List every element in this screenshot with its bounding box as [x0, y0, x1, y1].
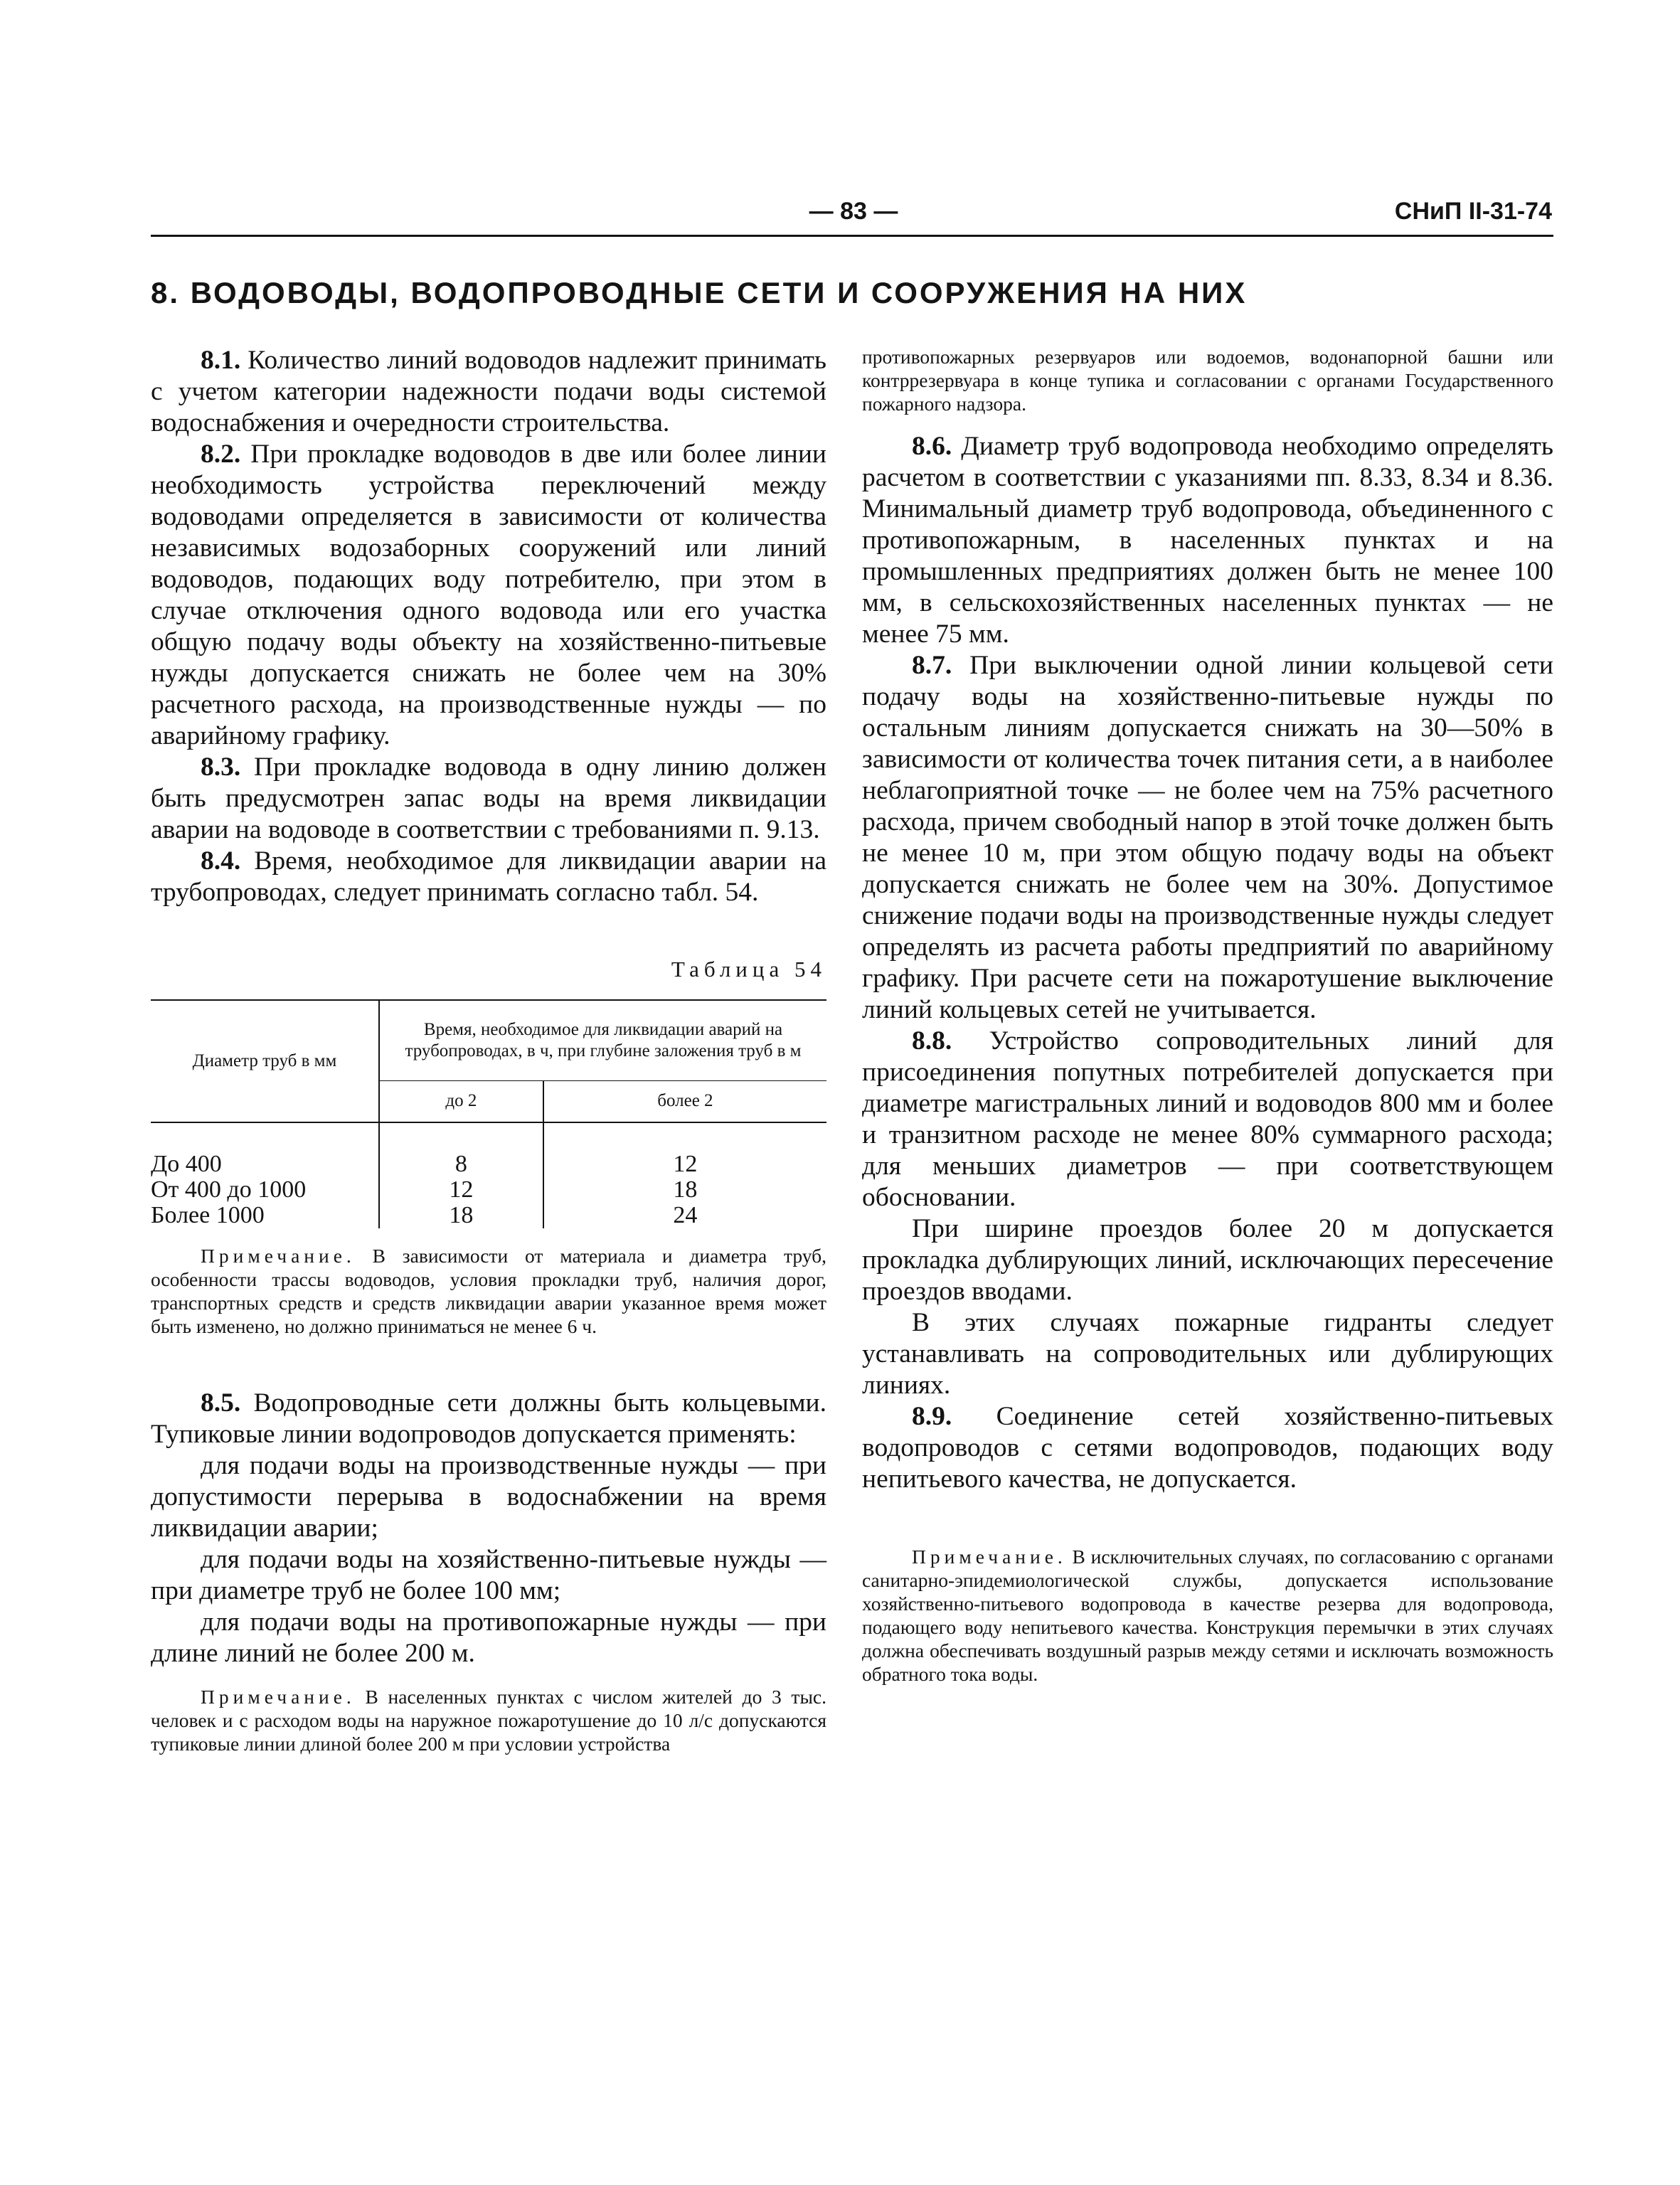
paragraph-text: При прокладке водоводов в две или более линии необходимость устройства переключений между водоводами определяется в зависимости от количества независимых водозаборных сооружений или линий водоводов, подающих воду потребителю, при этом в случае отключения одного водовода или его участка общую подачу воды объекту на хозяйственно-питьевые нужды допускается снижать не более чем на 30% расчетного расхода, на производственные нужды — по аварийному графику.	[151, 440, 826, 750]
table-caption: Таблица 54	[671, 957, 826, 982]
paragraph-text: Диаметр труб водопровода необходимо определять расчетом в соответствии с указаниями пп. 8.33, 8.34 и 8.36. Минимальный диаметр труб водопровода, объединенного с противопожарным, в населенных пунктах и на промышленных предприятиях должен быть не менее 100 мм, в сельскохозяйственных населенных пунктах — не менее 75 мм.	[862, 432, 1553, 649]
paragraph-8-8	[862, 1026, 1553, 1213]
table-cell-over-2: 18	[673, 1176, 698, 1203]
paragraph-8-8-c: В этих случаях пожарные гидранты следует устанавливать на сопроводительных или дублирующих линиях.	[862, 1308, 1553, 1400]
paragraph-text: При прокладке водовода в одну линию должен быть предусмотрен запас воды на время ликвидации аварии на водоводе в соответствии с требованиями п. 9.13.	[151, 753, 827, 844]
table-header-time: Время, необходимое для ликвидации аварий на трубопроводах, в ч, при глубине заложения труб в м	[379, 1000, 826, 1080]
page-number: — 83 —	[809, 198, 898, 225]
paragraph-8-5-item-c: для подачи воды на противопожарные нужды — при длине линий не более 200 м.	[151, 1607, 826, 1668]
table-cell-upto-2: 18	[379, 1203, 543, 1228]
table-subheader-over-2: более 2	[543, 1080, 826, 1122]
note-label: Примечание.	[912, 1546, 1067, 1568]
table-header-diameter: Диаметр труб в мм	[151, 1000, 379, 1122]
table-note	[151, 1244, 826, 1338]
paragraph-8-3	[151, 752, 826, 846]
paragraph-number: 8.3.	[201, 753, 241, 782]
paragraph-number: 8.4.	[201, 846, 241, 876]
table-cell-over-2: 12	[673, 1151, 698, 1177]
note-8-5-continued: противопожарных резервуаров или водоемов, водонапорной башни или контррезервуара в конце тупика и согласовании с органами Государственного пожарного надзора.	[862, 346, 1553, 415]
paragraph-number: 8.8.	[912, 1026, 952, 1056]
note-8-5	[151, 1685, 826, 1755]
paragraph-8-7	[862, 650, 1553, 1026]
table-subheader-upto-2: до 2	[379, 1080, 543, 1122]
paragraph-8-4	[151, 846, 826, 908]
paragraph-8-6	[862, 431, 1553, 650]
paragraph-number: 8.5.	[201, 1388, 241, 1418]
table-cell-over-2: 24	[673, 1202, 698, 1228]
paragraph-number: 8.2.	[201, 440, 241, 469]
section-title: 8. ВОДОВОДЫ, ВОДОПРОВОДНЫЕ СЕТИ И СООРУЖЕНИЯ НА НИХ	[151, 276, 1248, 309]
paragraph-number: 8.7.	[912, 651, 952, 680]
table-cell-upto-2: 12	[379, 1177, 543, 1203]
table-cell-diameter: Более 1000	[151, 1203, 379, 1228]
note-text: В зависимости от материала и диаметра труб, особенности трассы водоводов, условия прокладки труб, наличия дорог, транспортных средств и средств ликвидации аварии указанное время может быть изменено, но должно приниматься не менее 6 ч.	[151, 1245, 826, 1337]
note-8-9	[862, 1545, 1553, 1686]
paragraph-8-1	[151, 345, 826, 439]
left-column	[151, 345, 826, 1755]
paragraph-8-5-item-b: для подачи воды на хозяйственно-питьевые нужды — при диаметре труб не более 100 мм;	[151, 1545, 826, 1605]
paragraph-8-9	[862, 1401, 1553, 1495]
document-code: СНиП II-31-74	[1394, 198, 1552, 225]
header-rule	[151, 235, 1553, 237]
table-cell-diameter: До 400	[151, 1152, 379, 1177]
note-text: В исключительных случаях, по согласованию с органами санитарно-эпидемиологической службы, допускается использование хозяйственно-питьевого водопровода в качестве резерва для водопровода, подающего воду непитьевого качества. Конструкция перемычки в этих случаях должна обеспечивать воздушный разрыв между сетями и исключать возможность обратного тока воды.	[862, 1546, 1553, 1685]
paragraph-text: Водопроводные сети должны быть кольцевыми. Тупиковые линии водопроводов допускается применять:	[151, 1388, 827, 1449]
table-row	[151, 1152, 826, 1177]
paragraph-text: Соединение сетей хозяйственно-питьевых водопроводов с сетями водопроводов, подающих воду непитьевого качества, не допускается.	[862, 1402, 1553, 1494]
note-label: Примечание.	[201, 1245, 356, 1267]
note-label: Примечание.	[201, 1686, 356, 1708]
paragraph-8-5	[151, 1388, 826, 1450]
paragraph-text: Устройство сопроводительных линий для присоединения попутных потребителей допускается при диаметре магистральных линий и водоводов 800 мм и более и транзитном расходе не менее 80% суммарного расхода; для меньших диаметров — при соответствующем обосновании.	[862, 1026, 1553, 1212]
paragraph-text: При выключении одной линии кольцевой сети подачу воды на хозяйственно-питьевые нужды по остальным линиям допускается снижать на 30—50% в зависимости от количества точек питания сети, а в наиболее неблагоприятной точке — не более чем на 75% расчетного расхода, причем свободный напор в этой точке должен быть не менее 10 м, при этом общую подачу воды на объект допускается снижать не более чем на 30%. Допустимое снижение подачи воды на производственные нужды следует определять из расчета работы предприятий по аварийному графику. При расчете сети на пожаротушение выключение линий кольцевых сетей не учитывается.	[862, 651, 1553, 1024]
table-cell-upto-2: 8	[379, 1152, 543, 1177]
table-cell-diameter: От 400 до 1000	[151, 1177, 379, 1203]
paragraph-text: Количество линий водоводов надлежит принимать с учетом категории надежности подачи воды системой водоснабжения и очередности строительства.	[151, 346, 827, 437]
table-54	[151, 999, 826, 1228]
table-spacer-row	[151, 1122, 826, 1152]
paragraph-8-8-b: При ширине проездов более 20 м допускается прокладка дублирующих линий, исключающих пересечение проездов вводами.	[862, 1214, 1553, 1306]
right-column	[862, 345, 1553, 1686]
note-text: В населенных пунктах с числом жителей до 3 тыс. человек и с расходом воды на наружное пожаротушение до 10 л/с допускаются тупиковые линии длиной более 200 м при условии устройства	[151, 1686, 827, 1755]
paragraph-text: Время, необходимое для ликвидации аварии на трубопроводах, следует принимать согласно табл. 54.	[151, 846, 827, 907]
paragraph-number: 8.6.	[912, 432, 952, 461]
table-row	[151, 1203, 826, 1228]
paragraph-8-2	[151, 439, 826, 752]
paragraph-number: 8.9.	[912, 1402, 952, 1431]
table-row	[151, 1177, 826, 1203]
paragraph-number: 8.1.	[201, 346, 241, 375]
paragraph-8-5-item-a: для подачи воды на производственные нужды — при допустимости перерыва в водоснабжении на время ликвидации аварии;	[151, 1451, 826, 1543]
